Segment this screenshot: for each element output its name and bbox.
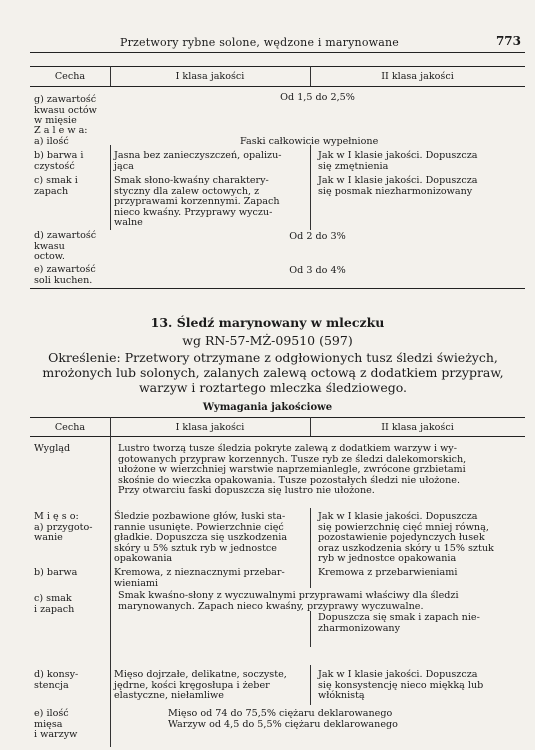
column-header-class-2: II klasa jakości bbox=[381, 71, 454, 82]
row-cecha: g) zawartość kwasu octów w mięsie bbox=[34, 94, 97, 127]
table-header-rule bbox=[30, 436, 525, 437]
row-class-1: Kremowa, z nieznacznymi przebar- wieniami bbox=[114, 567, 285, 589]
row-value: Lustro tworzą tusze śledzia pokryte zalewą z dodatkiem warzyw i wy- gotowanych przypraw korzennych. Tusze ryb ze śledzi dalekomorskich, ułożone w wierzchniej warstwie naprzemianlegle, zwrócone grzbietami skośnie do wieczka opakowania. Tusze pozostałych śledzi nie ułożone. Przy otwarciu faski dopuszcza się lustro nie ułożone. bbox=[118, 443, 467, 497]
row-class-1: Jasna bez zanieczyszczeń, opalizu- jąca bbox=[114, 150, 282, 172]
section-title: 13. Śledź marynowany w mleczku bbox=[150, 315, 385, 330]
row-class-2: Jak w I klasie jakości. Dopuszcza się zmętnienia bbox=[318, 150, 478, 172]
row-value: Od 1,5 do 2,5% bbox=[280, 92, 355, 103]
row-cecha: e) zawartość soli kuchen. bbox=[34, 264, 96, 286]
row-value: Faski całkowicie wypełnione bbox=[240, 136, 379, 147]
row-cecha: c) smak i zapach bbox=[34, 175, 78, 197]
row-cecha: b) barwa i czystość bbox=[34, 150, 84, 172]
row-value: Od 3 do 4% bbox=[289, 265, 346, 276]
row-class-2: Jak w I klasie jakości. Dopuszcza się posmak niezharmonizowany bbox=[318, 175, 478, 197]
table-bottom-rule bbox=[30, 288, 525, 289]
requirements-title: Wymagania jakościowe bbox=[202, 402, 333, 413]
column-header-cecha: Cecha bbox=[54, 422, 86, 433]
row-cecha: M i ę s o: a) przygoto- wanie bbox=[34, 511, 93, 544]
row-class-2: Jak w I klasie jakości. Dopuszcza się powierzchnię cięć mniej równą, pozostawienie pojedynczych łusek oraz uszkodzenia skóry u 15% sztuk ryb w jednostce opakowania bbox=[318, 511, 494, 565]
standard-reference: wg RN-57-MŻ-09510 (597) bbox=[182, 333, 353, 348]
row-value: Smak kwaśno-słony z wyczuwalnymi przyprawami właściwy dla śledzi marynowanych. Zapach nieco kwaśny, przyprawy wyczuwalne. bbox=[118, 590, 459, 612]
row-class-1: Smak słono-kwaśny charaktery- styczny dla zalew octowych, z przyprawami korzennymi. Zapach nieco kwaśny. Przyprawy wyczu- walne bbox=[114, 175, 280, 229]
row-cecha: b) barwa bbox=[34, 567, 78, 578]
running-header: Przetwory rybne solone, wędzone i marynowane bbox=[120, 36, 400, 49]
row-cecha: d) zawartość kwasu octow. bbox=[34, 230, 97, 263]
row-cecha: d) konsy- stencja bbox=[34, 669, 79, 691]
row-class-1: Mięso dojrzałe, delikatne, soczyste, jędrne, kości kręgosłupa i żeber elastyczne, niełamliwe bbox=[114, 669, 287, 702]
row-class-2: Dopuszcza się smak i zapach nie- zharmonizowany bbox=[318, 612, 480, 634]
definition-paragraph: Określenie: Przetwory otrzymane z odgłowionych tusz śledzi świeżych, mrożonych lub solonych, zalanych zalewą octową z dodatkiem przypraw, warzyw i roztartego mleczka śledziowego. bbox=[42, 350, 504, 395]
row-value: Mięso od 74 do 75,5% ciężaru deklarowanego Warzyw od 4,5 do 5,5% ciężaru deklarowanego bbox=[168, 708, 398, 730]
column-header-cecha: Cecha bbox=[54, 71, 86, 82]
row-cecha: c) smak i zapach bbox=[34, 593, 75, 615]
row-value: Od 2 do 3% bbox=[289, 231, 346, 242]
row-cecha: Z a l e w a: a) ilość bbox=[34, 125, 88, 147]
row-cecha: Wygląd bbox=[34, 443, 71, 454]
table-top-rule bbox=[30, 66, 525, 67]
row-class-2: Kremowa z przebarwieniami bbox=[318, 567, 458, 578]
table-header-rule bbox=[30, 86, 525, 87]
page-number: 773 bbox=[495, 34, 521, 48]
row-class-2: Jak w I klasie jakości. Dopuszcza się konsystencję nieco miękką lub włóknistą bbox=[318, 669, 484, 702]
row-class-1: Śledzie pozbawione głów, łuski sta- rannie usunięte. Powierzchnie cięć gładkie. Dopuszcza się uszkodzenia skóry u 5% sztuk ryb w jednostce opakowania bbox=[114, 511, 288, 565]
column-header-class-1: I klasa jakości bbox=[175, 422, 245, 433]
table-top-rule bbox=[30, 417, 525, 418]
column-header-class-1: I klasa jakości bbox=[175, 71, 245, 82]
column-header-class-2: II klasa jakości bbox=[381, 422, 454, 433]
header-rule bbox=[30, 52, 525, 53]
row-cecha: e) ilość mięsa i warzyw bbox=[34, 708, 78, 741]
